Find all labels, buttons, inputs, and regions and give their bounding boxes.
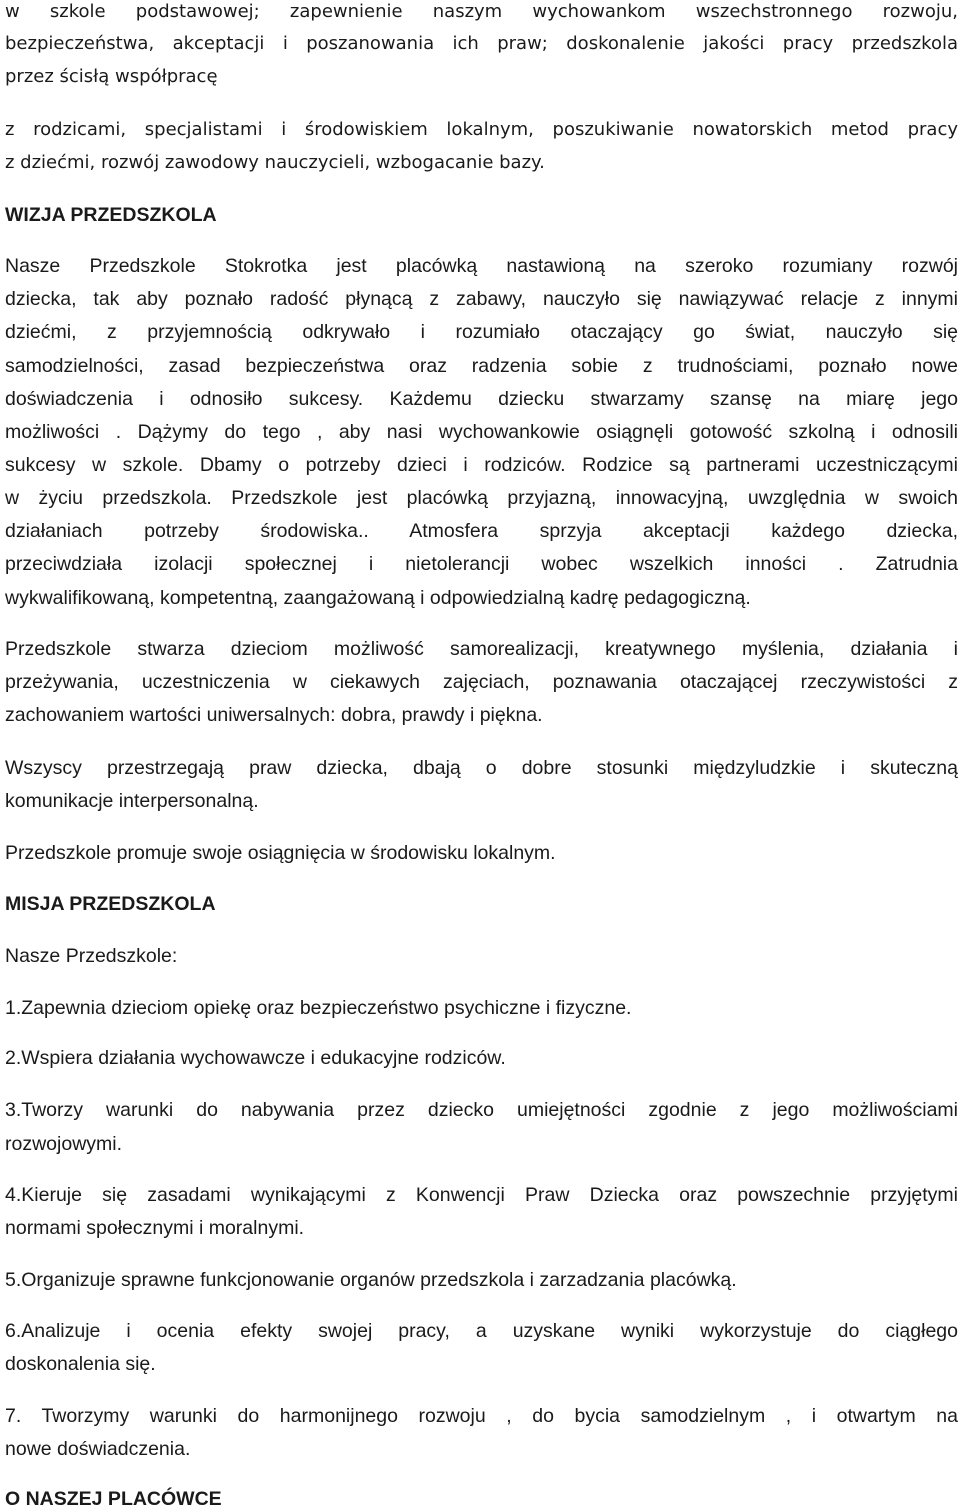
- text-line: zachowaniem wartości uniwersalnych: dobra, prawdy i piękna.: [5, 704, 543, 726]
- text-line: Wszyscy przestrzegają praw dziecka, dbają o dobre stosunki międzyludzkie i skuteczną: [5, 757, 958, 779]
- list-item: 5.Organizuje sprawne funkcjonowanie organów przedszkola i zarzadzania placówką.: [5, 1269, 737, 1291]
- text-line: przeżywania, uczestniczenia w ciekawych zajęciach, poznawania otaczającej rzeczywistości z: [5, 671, 958, 693]
- list-item-continuation: normami społecznymi i moralnymi.: [5, 1217, 305, 1239]
- text-line: dziecka, tak aby poznało radość płynącą z zabawy, nauczyło się nawiązywać relacje z innymi: [5, 288, 958, 310]
- text-line: w życiu przedszkola. Przedszkole jest placówką przyjazną, innowacyjną, uwzględnia w swoich: [5, 487, 958, 509]
- text-line: działaniach potrzeby środowiska.. Atmosfera sprzyja akceptacji każdego dziecka,: [5, 520, 958, 542]
- text-line: Nasze Przedszkole:: [5, 945, 178, 967]
- list-item: 6.Analizuje i ocenia efekty swojej pracy, a uzyskane wyniki wykorzystuje do ciągłego: [5, 1320, 958, 1342]
- text-line: z rodzicami, specjalistami i środowiskiem lokalnym, poszukiwanie nowatorskich metod pracy: [5, 119, 958, 140]
- text-line: możliwości . Dążymy do tego , aby nasi wychowankowie osiągnęli gotowość szkolną i odnosili: [5, 421, 958, 443]
- text-line: przeciwdziała izolacji społecznej i nietolerancji wobec wszelkich inności . Zatrudnia: [5, 553, 958, 575]
- text-line: samodzielności, zasad bezpieczeństwa oraz radzenia sobie z trudnościami, poznało nowe: [5, 355, 958, 377]
- text-line: dziećmi, z przyjemnością odkrywało i rozumiało otaczający go świat, nauczyło się: [5, 321, 958, 343]
- text-line: przez ścisłą współpracę: [5, 66, 218, 87]
- list-item: 7. Tworzymy warunki do harmonijnego rozwoju , do bycia samodzielnym , i otwartym na: [5, 1405, 958, 1427]
- section-heading-wizja: WIZJA PRZEDSZKOLA: [5, 204, 217, 226]
- list-item: 4.Kieruje się zasadami wynikającymi z Konwencji Praw Dziecka oraz powszechnie przyjętymi: [5, 1184, 958, 1206]
- text-line: Nasze Przedszkole Stokrotka jest placówką nastawioną na szeroko rozumiany rozwój: [5, 255, 958, 277]
- list-item: 1.Zapewnia dzieciom opiekę oraz bezpieczeństwo psychiczne i fizyczne.: [5, 997, 632, 1019]
- list-item: 3.Tworzy warunki do nabywania przez dziecko umiejętności zgodnie z jego możliwościami: [5, 1099, 958, 1121]
- list-item-continuation: nowe doświadczenia.: [5, 1438, 191, 1460]
- text-line: bezpieczeństwa, akceptacji i poszanowania ich praw; doskonalenie jakości pracy przedszkola: [5, 33, 958, 54]
- list-item-continuation: rozwojowymi.: [5, 1133, 123, 1155]
- text-line: Przedszkole stwarza dzieciom możliwość samorealizacji, kreatywnego myślenia, działania i: [5, 638, 958, 660]
- text-line: doświadczenia i odnosiło sukcesy. Każdemu dziecku stwarzamy szansę na miarę jego: [5, 388, 958, 410]
- list-item: 2.Wspiera działania wychowawcze i edukacyjne rodziców.: [5, 1047, 506, 1069]
- section-heading-misja: MISJA PRZEDSZKOLA: [5, 893, 216, 915]
- text-line: w szkole podstawowej; zapewnienie naszym wychowankom wszechstronnego rozwoju,: [5, 1, 958, 22]
- list-item-continuation: doskonalenia się.: [5, 1353, 156, 1375]
- text-line: z dziećmi, rozwój zawodowy nauczycieli, wzbogacanie bazy.: [5, 152, 545, 173]
- text-line: sukcesy w szkole. Dbamy o potrzeby dzieci i rodziców. Rodzice są partnerami uczestniczącymi: [5, 454, 958, 476]
- section-heading-placowka: O NASZEJ PLACÓWCE: [5, 1488, 222, 1510]
- text-line: wykwalifikowaną, kompetentną, zaangażowaną i odpowiedzialną kadrę pedagogiczną.: [5, 587, 751, 609]
- text-line: komunikacje interpersonalną.: [5, 790, 259, 812]
- text-line: Przedszkole promuje swoje osiągnięcia w środowisku lokalnym.: [5, 842, 556, 864]
